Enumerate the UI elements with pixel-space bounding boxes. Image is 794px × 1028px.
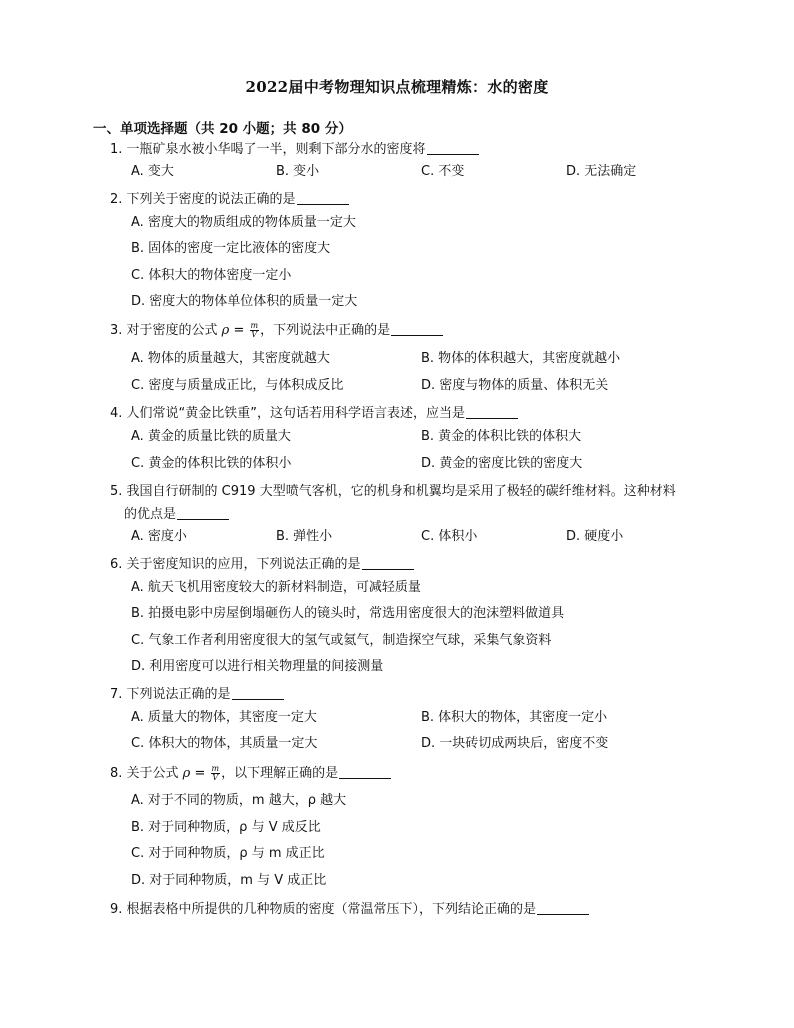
answer-blank	[466, 405, 518, 419]
question-2-stem: 2. 下列关于密度的说法正确的是	[110, 191, 349, 209]
answer-blank	[339, 765, 391, 779]
question-7-option-a: A. 质量大的物体，其密度一定大	[131, 710, 317, 725]
question-2-option-b: B. 固体的密度一定比液体的密度大	[131, 241, 331, 256]
question-6-option-d: D. 利用密度可以进行相关物理量的间接测量	[131, 659, 384, 674]
question-3-option-d: D. 密度与物体的质量、体积无关	[421, 378, 609, 393]
section-heading: 一、单项选择题（共 20 小题；共 80 分）	[93, 121, 352, 137]
answer-blank	[297, 191, 349, 205]
question-7-option-c: C. 体积大的物体，其质量一定大	[131, 736, 318, 751]
question-6-option-c: C. 气象工作者利用密度很大的氢气或氦气，制造探空气球，采集气象资料	[131, 633, 552, 648]
question-5-option-c: C. 体积小	[421, 529, 478, 544]
question-1-option-d: D. 无法确定	[566, 164, 637, 179]
fraction-m-over-v: $\frac{m}{V}$	[211, 764, 220, 782]
question-3-option-a: A. 物体的质量越大，其密度就越大	[131, 351, 330, 366]
question-8-option-a: A. 对于不同的物质，m 越大，ρ 越大	[131, 793, 347, 808]
question-1-option-a: A. 变大	[131, 164, 174, 179]
answer-blank	[177, 506, 229, 520]
question-7-stem: 7. 下列说法正确的是	[110, 686, 284, 704]
question-2-option-a: A. 密度大的物质组成的物体质量一定大	[131, 215, 356, 230]
question-8-option-d: D. 对于同种物质，m 与 V 成正比	[131, 873, 327, 888]
question-4-option-a: A. 黄金的质量比铁的质量大	[131, 429, 291, 444]
question-5-option-d: D. 硬度小	[566, 529, 624, 544]
question-1-stem: 1. 一瓶矿泉水被小华喝了一半，则剩下部分水的密度将	[110, 141, 479, 159]
answer-blank	[232, 686, 284, 700]
question-2-option-d: D. 密度大的物体单位体积的质量一定大	[131, 294, 358, 309]
rho-symbol: ρ	[221, 323, 230, 338]
question-8-option-c: C. 对于同种物质，ρ 与 m 成正比	[131, 846, 325, 861]
fraction-m-over-v: $\frac{m}{V}$	[250, 321, 259, 339]
answer-blank	[427, 141, 479, 155]
question-9-stem: 9. 根据表格中所提供的几种物质的密度（常温常压下），下列结论正确的是	[110, 901, 589, 919]
question-4-option-c: C. 黄金的体积比铁的体积小	[131, 456, 292, 471]
question-2-option-c: C. 体积大的物体密度一定小	[131, 268, 292, 283]
question-3-option-b: B. 物体的体积越大，其密度就越小	[421, 351, 621, 366]
question-4-option-b: B. 黄金的体积比铁的体积大	[421, 429, 582, 444]
question-4-stem: 4. 人们常说“黄金比铁重”，这句话若用科学语言表述，应当是	[110, 405, 518, 423]
question-8-stem: 8. 关于公式 ρ = $\frac{m}{V}$ ，以下理解正确的是	[110, 765, 391, 783]
answer-blank	[362, 556, 414, 570]
document-title: 2022届中考物理知识点梳理精炼：水的密度	[245, 78, 549, 96]
question-4-option-d: D. 黄金的密度比铁的密度大	[421, 456, 583, 471]
question-5-stem-line2: 的优点是	[124, 506, 229, 524]
question-5-option-a: A. 密度小	[131, 529, 187, 544]
rho-symbol: ρ	[182, 766, 191, 781]
question-1-option-c: C. 不变	[421, 164, 465, 179]
answer-blank	[391, 322, 443, 336]
answer-blank	[537, 901, 589, 915]
question-5-option-b: B. 弹性小	[276, 529, 333, 544]
question-6-option-a: A. 航天飞机用密度较大的新材料制造，可减轻质量	[131, 580, 421, 595]
question-3-option-c: C. 密度与质量成正比，与体积成反比	[131, 378, 344, 393]
question-7-option-d: D. 一块砖切成两块后，密度不变	[421, 736, 609, 751]
question-6-stem: 6. 关于密度知识的应用，下列说法正确的是	[110, 556, 414, 574]
question-7-option-b: B. 体积大的物体，其密度一定小	[421, 710, 608, 725]
question-1-option-b: B. 变小	[276, 164, 320, 179]
question-6-option-b: B. 拍摄电影中房屋倒塌砸伤人的镜头时，常选用密度很大的泡沫塑料做道具	[131, 606, 565, 621]
question-8-option-b: B. 对于同种物质，ρ 与 V 成反比	[131, 820, 321, 835]
question-3-stem: 3. 对于密度的公式 ρ = $\frac{m}{V}$ ，下列说法中正确的是	[110, 322, 443, 340]
question-5-stem: 5. 我国自行研制的 C919 大型喷气客机，它的机身和机翼均是采用了极轻的碳纤维材料。这种材料	[110, 484, 676, 499]
